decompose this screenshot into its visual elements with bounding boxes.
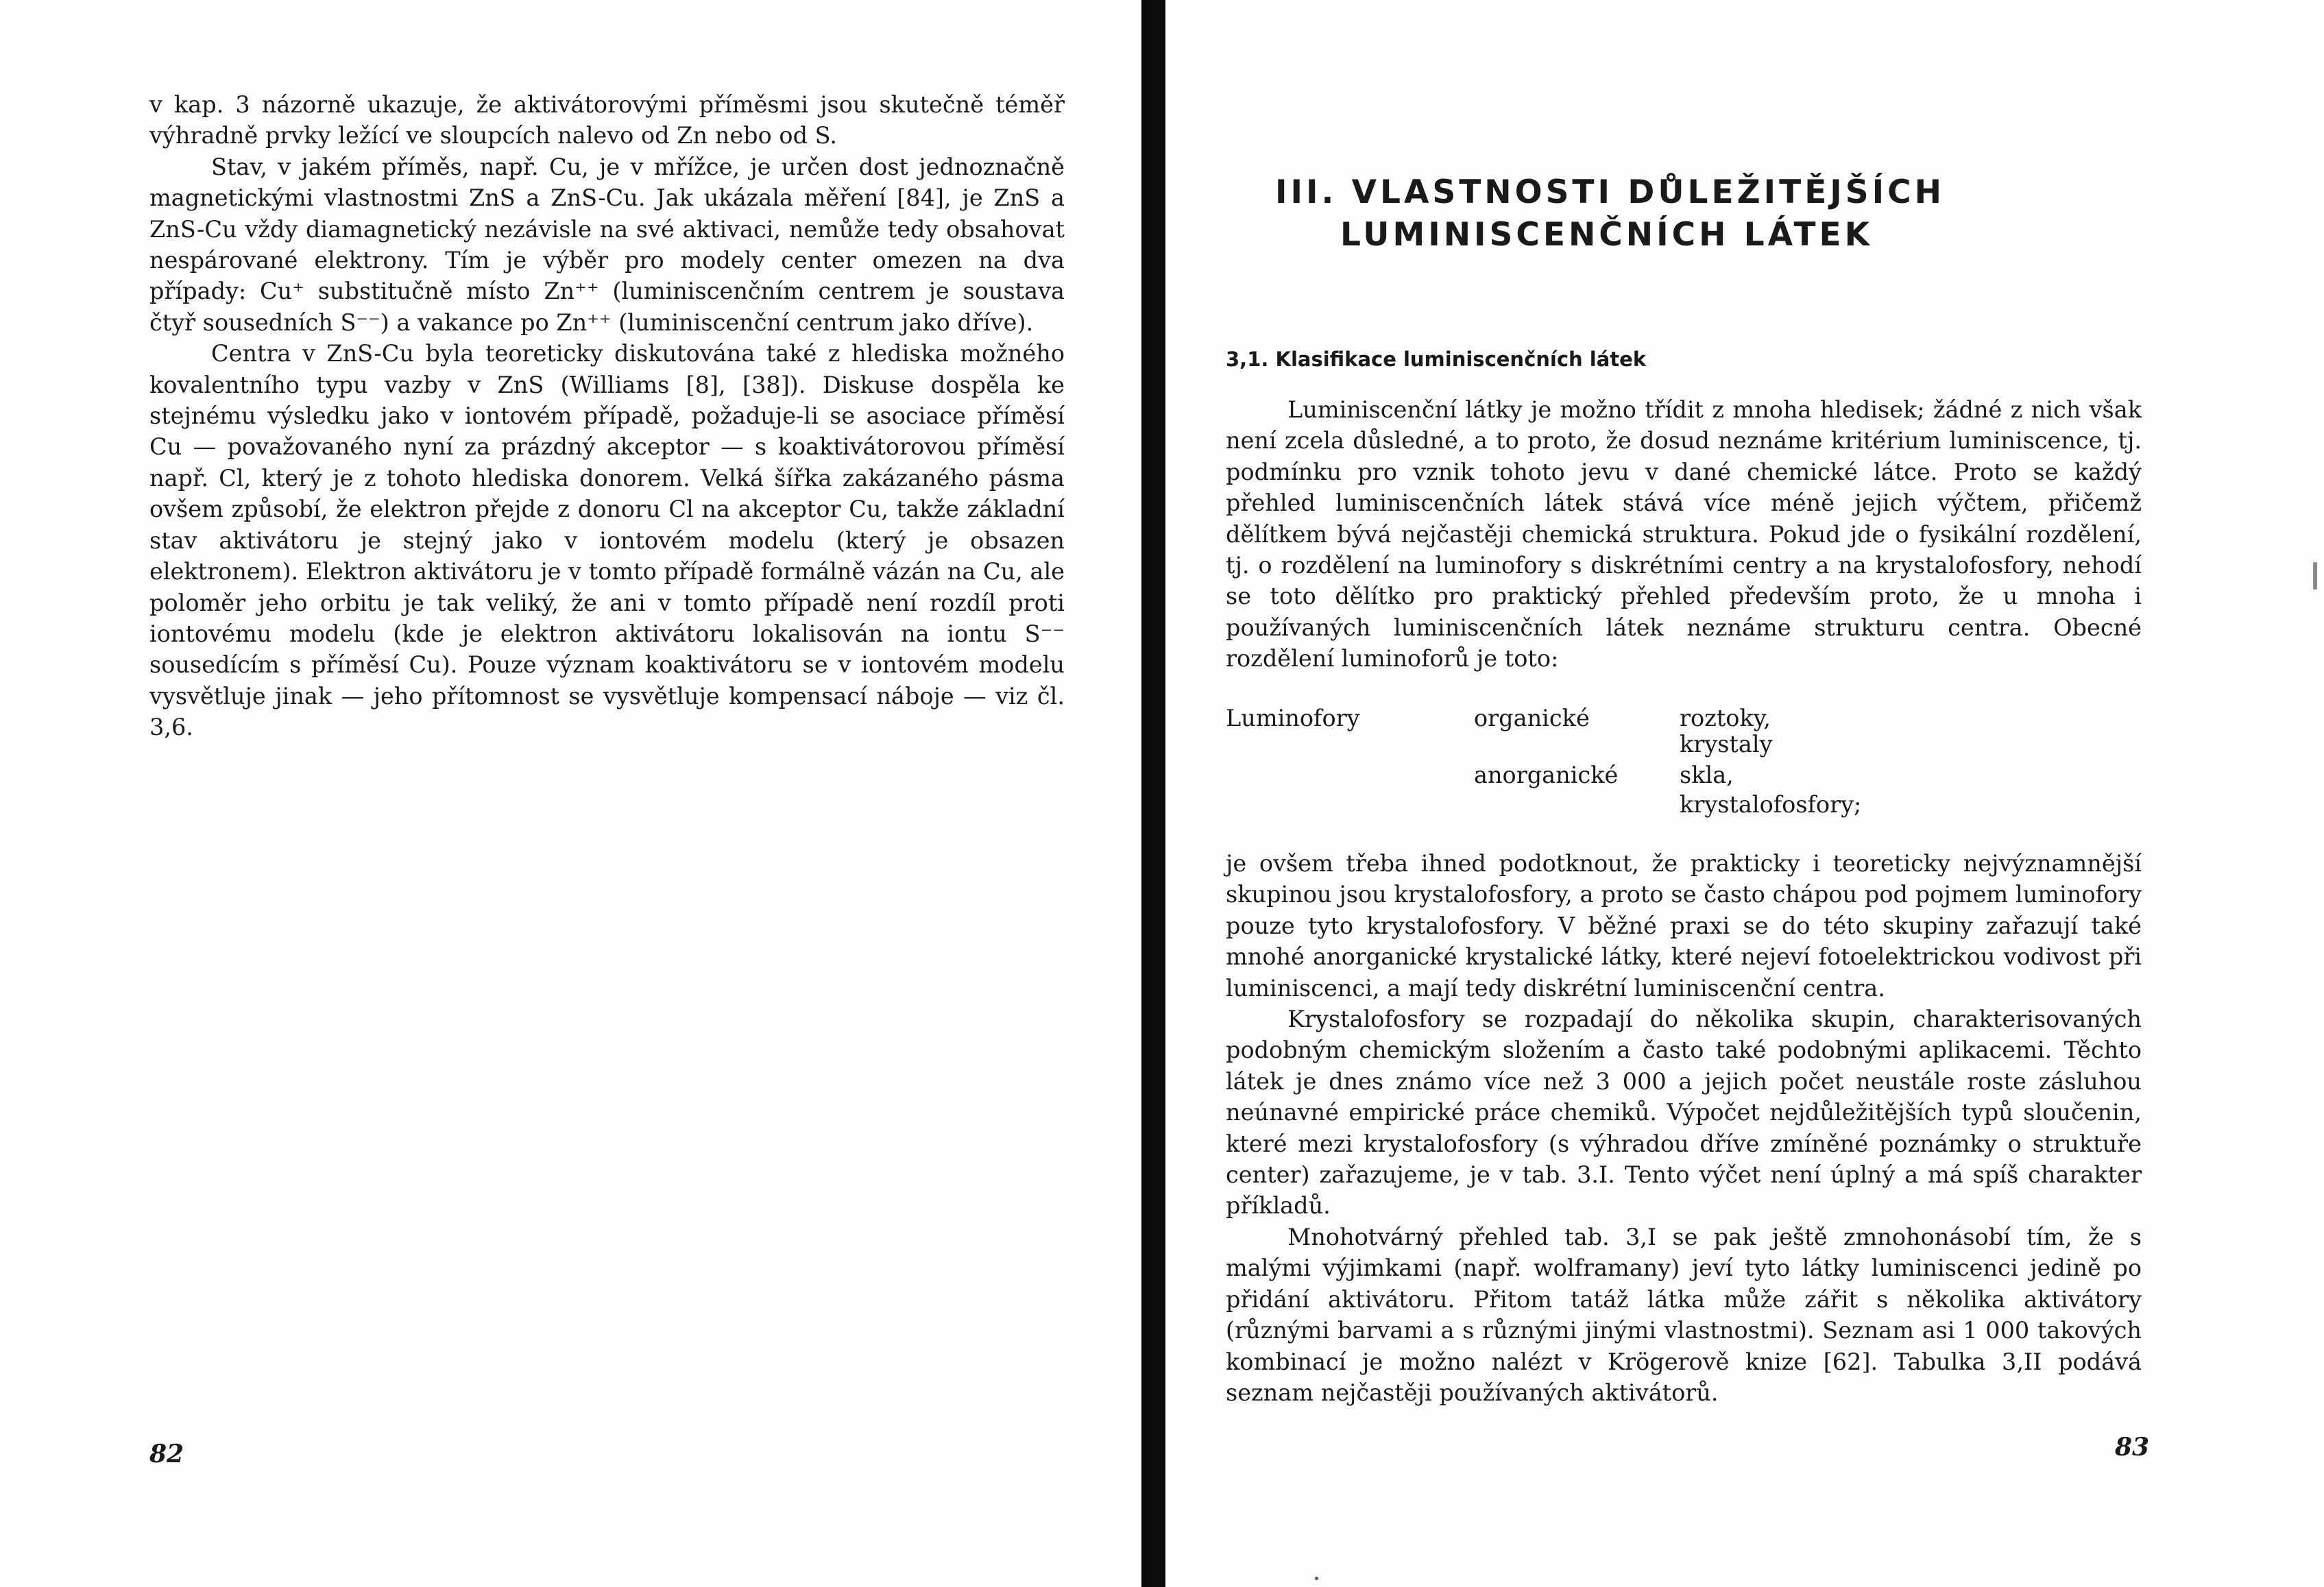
paragraph: Centra v ZnS-Cu byla teoreticky diskutována také z hlediska možného kovalentního typu vazby v ZnS (Williams [8], [38]). Diskuse dospěla ke stejnému výsledku jako v iontovém případě, požaduje-li se asociace příměsí Cu — považovaného nyní za prázdný akceptor — s koaktivátorovou příměsí např. Cl, který je z tohoto hlediska donorem. Velká šířka zakázaného pásma ovšem způsobí, že elektron přejde z donoru Cl na akceptor Cu, takže základní stav aktivátoru je stejný jako v iontovém modelu (který je obsazen elektronem). Elektron aktivátoru je v tomto případě formálně vázán na Cu, ale poloměr jeho orbitu je tak veliký, že ani v tomto případě není rozdíl proti iontovému modelu (kde je elektron aktivátoru lokalisován na iontu S⁻⁻ sousedícím s příměsí Cu). Pouze význam koaktivátoru se v iontovém modelu vysvětluje jinak — jeho přítomnost se vysvětluje kompensací náboje — viz čl. 3,6. <box>149 340 1065 741</box>
paragraph: je ovšem třeba ihned podotknout, že prakticky i teoreticky nejvýznamnější skupinou jsou krystalofosfory, a proto se často chápou pod pojmem luminofory pouze tyto krystalofosfory. V běžné praxi se do této skupiny zařazují také mnohé anorganické krystalické látky, které nejeví fotoelektrickou vodivost při luminiscenci, a mají tedy diskrétní luminiscenční centra. <box>1226 850 2142 1002</box>
left-page-body <box>149 89 1065 743</box>
scan-artifact <box>2313 562 2317 590</box>
paragraph: Stav, v jakém příměs, např. Cu, je v mřížce, je určen dost jednoznačně magnetickými vlastnostmi ZnS a ZnS-Cu. Jak ukázala měření [84], je ZnS a ZnS-Cu vždy diamagnetický nezávisle na své aktivaci, nemůže tedy obsahovat nespárované elektrony. Tím je výběr pro modely center omezen na dva případy: Cu⁺ substitučně místo Zn⁺⁺ (luminiscenčním centrem je soustava čtyř sousedních S⁻⁻) a vakance po Zn⁺⁺ (luminiscenční centrum jako dříve). <box>149 153 1065 336</box>
classification-item: skla, <box>1680 762 1734 788</box>
book-spine <box>1141 0 1165 1587</box>
paragraph: Mnohotvárný přehled tab. 3,I se pak ještě zmnohonásobí tím, že s malými výjimkami (např. wolframany) jeví tyto látky luminiscenci jedině po přidání aktivátoru. Přitom tatáž látka může zářit s několika aktivátory (různými barvami a s různými jinými vlastnostmi). Seznam asi 1 000 takových kombinací je možno nalézt v Krögerově knize [62]. Tabulka 3,II podává seznam nejčastěji používaných aktivátorů. <box>1226 1223 2142 1406</box>
chapter-title-line1: III. VLASTNOSTI DŮLEŽITĚJŠÍCH <box>1275 173 1945 211</box>
paragraph: Luminiscenční látky je možno třídit z mnoha hledisek; žádné z nich však není zcela důsledné, a to proto, že dosud neznáme kritérium luminiscence, tj. podmínku pro vznik tohoto jevu v dané chemické látce. Proto se každý přehled luminiscenčních látek stává více méně jejich výčtem, přičemž dělítkem bývá nejčastěji chemická struktura. Pokud jde o fysikální rozdělení, tj. o rozdělení na luminofory s diskrétními centry a na krystalofosfory, nehodí se toto dělítko pro praktický přehled především proto, že u mnoha i používaných luminiscenčních látek neznáme strukturu centra. Obecné rozdělení luminoforů je toto: <box>1226 396 2142 673</box>
chapter-title-line2: LUMINISCENČNÍCH LÁTEK <box>1340 216 1874 254</box>
scan-artifact <box>1315 1577 1318 1580</box>
right-page-body <box>1226 848 2142 1408</box>
paragraph: Krystalofosfory se rozpadají do několika skupin, charakterisovaných podobným chemickým složením a často také podobnými aplikacemi. Těchto látek je dnes známo více než 3 000 a jejich počet neustále roste zásluhou neúnavné empirické práce chemiků. Výpočet nejdůležitějších typů sloučenin, které mezi krystalofosfory (s výhradou dříve zmíněné poznámky o struktuře center) zařazujeme, je v tab. 3.I. Tento výčet není úplný a má spíš charakter příkladů. <box>1226 1006 2142 1220</box>
classification-organic: organické <box>1474 705 1590 731</box>
page-number: 83 <box>2115 1433 2150 1462</box>
chapter-title <box>1275 171 2098 256</box>
classification-item: krystaly <box>1680 731 1773 758</box>
intro-paragraph-block <box>1226 394 2142 675</box>
section-heading: 3,1. Klasifikace luminiscenčních látek <box>1226 348 1647 371</box>
page-number: 82 <box>149 1440 184 1468</box>
classification-item: roztoky, <box>1680 705 1771 731</box>
left-page <box>0 0 1141 1587</box>
classification-item: krystalofosfory; <box>1680 791 1862 818</box>
classification-inorganic: anorganické <box>1474 762 1619 788</box>
classification-root: Luminofory <box>1226 705 1360 731</box>
paragraph: v kap. 3 názorně ukazuje, že aktivátorovými příměsmi jsou skutečně téměř výhradně prvky ležící ve sloupcích nalevo od Zn nebo od S. <box>149 91 1065 149</box>
